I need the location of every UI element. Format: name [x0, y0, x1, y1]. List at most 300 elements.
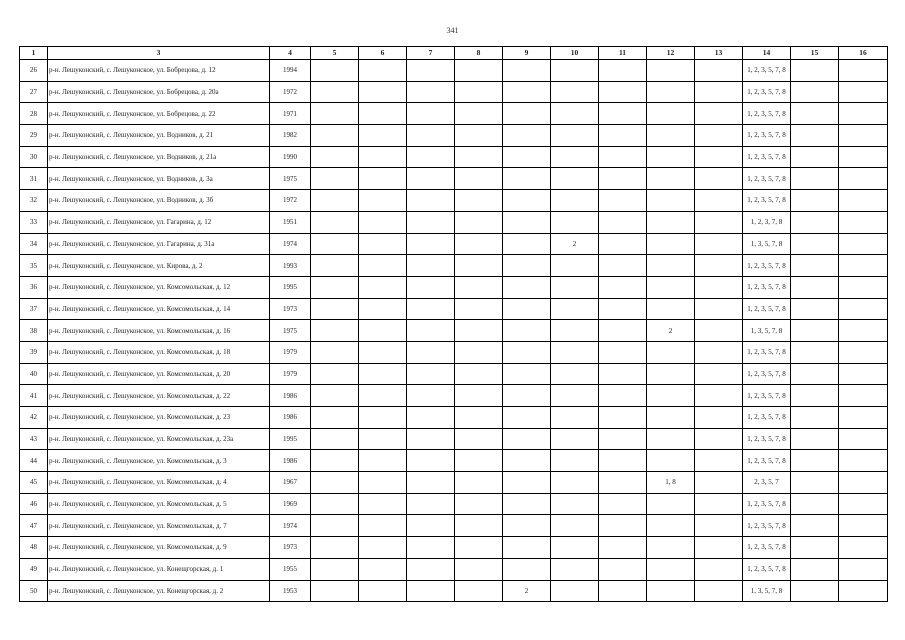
codes-cell: 1, 2, 3, 5, 7, 8: [743, 537, 791, 559]
cell-c15: [791, 190, 839, 212]
cell-c8: [455, 493, 503, 515]
cell-c9: [503, 103, 551, 125]
row-number-cell: 49: [20, 558, 48, 580]
cell-c7: [407, 233, 455, 255]
address-cell: р-н. Лешуконский, с. Лешуконское, ул. Комсомольская, д. 4: [48, 472, 270, 494]
cell-c11: [599, 472, 647, 494]
codes-cell: 1, 2, 3, 5, 7, 8: [743, 255, 791, 277]
year-cell: 1971: [270, 103, 311, 125]
cell-c12: [647, 385, 695, 407]
year-cell: 1979: [270, 363, 311, 385]
row-number-cell: 39: [20, 341, 48, 363]
cell-c11: [599, 211, 647, 233]
cell-c16: [839, 103, 888, 125]
cell-c8: [455, 320, 503, 342]
cell-c16: [839, 276, 888, 298]
cell-c5: [311, 341, 359, 363]
year-cell: 1972: [270, 81, 311, 103]
cell-c11: [599, 276, 647, 298]
year-cell: 1994: [270, 60, 311, 82]
table-header-row: [20, 47, 888, 60]
cell-c6: [359, 168, 407, 190]
cell-c13: [695, 146, 743, 168]
cell-c12: [647, 125, 695, 147]
codes-cell: 1, 2, 3, 5, 7, 8: [743, 493, 791, 515]
cell-c16: [839, 81, 888, 103]
row-number-cell: 33: [20, 211, 48, 233]
column-header-11: 11: [599, 47, 647, 60]
row-number-cell: 44: [20, 450, 48, 472]
row-number-cell: 46: [20, 493, 48, 515]
cell-c15: [791, 233, 839, 255]
cell-c8: [455, 125, 503, 147]
address-cell: р-н. Лешуконский, с. Лешуконское, ул. Конещгорская, д. 1: [48, 558, 270, 580]
cell-c16: [839, 493, 888, 515]
cell-c10: [551, 168, 599, 190]
cell-c11: [599, 146, 647, 168]
cell-c11: [599, 233, 647, 255]
cell-c7: [407, 168, 455, 190]
cell-c13: [695, 385, 743, 407]
table-row: [20, 168, 888, 190]
year-cell: 1972: [270, 190, 311, 212]
cell-c6: [359, 103, 407, 125]
cell-c9: [503, 276, 551, 298]
cell-c10: [551, 537, 599, 559]
row-number-cell: 37: [20, 298, 48, 320]
address-cell: р-н. Лешуконский, с. Лешуконское, ул. Комсомольская, д. 3: [48, 450, 270, 472]
cell-c11: [599, 298, 647, 320]
cell-c15: [791, 255, 839, 277]
page-number: 341: [446, 26, 459, 35]
cell-c15: [791, 428, 839, 450]
cell-c15: [791, 320, 839, 342]
cell-c11: [599, 493, 647, 515]
cell-c7: [407, 428, 455, 450]
cell-c5: [311, 428, 359, 450]
cell-c6: [359, 190, 407, 212]
year-cell: 1974: [270, 515, 311, 537]
cell-c16: [839, 537, 888, 559]
cell-c13: [695, 168, 743, 190]
cell-c15: [791, 125, 839, 147]
year-cell: 1995: [270, 276, 311, 298]
cell-c6: [359, 493, 407, 515]
cell-c5: [311, 493, 359, 515]
table-row: [20, 472, 888, 494]
cell-c7: [407, 472, 455, 494]
row-number-cell: 47: [20, 515, 48, 537]
cell-c7: [407, 255, 455, 277]
cell-c13: [695, 407, 743, 429]
cell-c10: [551, 450, 599, 472]
cell-c10: [551, 472, 599, 494]
table-row: [20, 190, 888, 212]
cell-c9: [503, 407, 551, 429]
cell-c16: [839, 558, 888, 580]
cell-c16: [839, 363, 888, 385]
cell-c16: [839, 255, 888, 277]
address-cell: р-н. Лешуконский, с. Лешуконское, ул. Кирова, д. 2: [48, 255, 270, 277]
cell-c9: [503, 363, 551, 385]
cell-c15: [791, 407, 839, 429]
cell-c5: [311, 515, 359, 537]
cell-c5: [311, 190, 359, 212]
cell-c7: [407, 558, 455, 580]
cell-c15: [791, 558, 839, 580]
cell-c15: [791, 211, 839, 233]
cell-c12: [647, 255, 695, 277]
cell-c13: [695, 472, 743, 494]
cell-c7: [407, 103, 455, 125]
codes-cell: 1, 2, 3, 5, 7, 8: [743, 341, 791, 363]
address-cell: р-н. Лешуконский, с. Лешуконское, ул. Комсомольская, д. 23а: [48, 428, 270, 450]
row-number-cell: 34: [20, 233, 48, 255]
table-row: [20, 493, 888, 515]
cell-c8: [455, 407, 503, 429]
cell-c9: [503, 493, 551, 515]
cell-c13: [695, 580, 743, 602]
cell-c9: [503, 168, 551, 190]
cell-c5: [311, 363, 359, 385]
cell-c5: [311, 125, 359, 147]
cell-c11: [599, 168, 647, 190]
table-row: [20, 60, 888, 82]
cell-c5: [311, 407, 359, 429]
cell-c13: [695, 428, 743, 450]
cell-c15: [791, 385, 839, 407]
cell-c10: [551, 146, 599, 168]
table-row: [20, 407, 888, 429]
codes-cell: 2, 3, 5, 7: [743, 472, 791, 494]
year-cell: 1982: [270, 125, 311, 147]
address-cell: р-н. Лешуконский, с. Лешуконское, ул. Гагарина, д. 31а: [48, 233, 270, 255]
table-row: [20, 580, 888, 602]
cell-c8: [455, 428, 503, 450]
table-row: [20, 146, 888, 168]
cell-c15: [791, 146, 839, 168]
cell-c12: [647, 81, 695, 103]
row-number-cell: 30: [20, 146, 48, 168]
cell-c5: [311, 81, 359, 103]
cell-c8: [455, 341, 503, 363]
cell-c9: [503, 558, 551, 580]
cell-c13: [695, 298, 743, 320]
address-cell: р-н. Лешуконский, с. Лешуконское, ул. Комсомольская, д. 9: [48, 537, 270, 559]
cell-c7: [407, 276, 455, 298]
cell-c8: [455, 558, 503, 580]
cell-c5: [311, 103, 359, 125]
cell-c6: [359, 428, 407, 450]
cell-c11: [599, 515, 647, 537]
cell-c8: [455, 298, 503, 320]
cell-c9: 2: [503, 580, 551, 602]
cell-c6: [359, 298, 407, 320]
year-cell: 1993: [270, 255, 311, 277]
cell-c16: [839, 146, 888, 168]
year-cell: 1974: [270, 233, 311, 255]
cell-c15: [791, 276, 839, 298]
cell-c16: [839, 450, 888, 472]
cell-c13: [695, 515, 743, 537]
cell-c6: [359, 407, 407, 429]
cell-c10: [551, 580, 599, 602]
cell-c15: [791, 60, 839, 82]
cell-c9: [503, 298, 551, 320]
cell-c10: [551, 493, 599, 515]
row-number-cell: 38: [20, 320, 48, 342]
cell-c6: [359, 81, 407, 103]
cell-c16: [839, 298, 888, 320]
cell-c12: 1, 8: [647, 472, 695, 494]
column-header-3: 3: [48, 47, 270, 60]
cell-c13: [695, 363, 743, 385]
cell-c6: [359, 537, 407, 559]
address-cell: р-н. Лешуконский, с. Лешуконское, ул. Водников, д. 3б: [48, 190, 270, 212]
table-body: [20, 60, 888, 602]
year-cell: 1973: [270, 537, 311, 559]
address-cell: р-н. Лешуконский, с. Лешуконское, ул. Комсомольская, д. 18: [48, 341, 270, 363]
column-header-9: 9: [503, 47, 551, 60]
cell-c7: [407, 537, 455, 559]
cell-c7: [407, 211, 455, 233]
year-cell: 1990: [270, 146, 311, 168]
table-row: [20, 428, 888, 450]
cell-c12: [647, 450, 695, 472]
cell-c12: [647, 276, 695, 298]
cell-c10: [551, 385, 599, 407]
cell-c8: [455, 168, 503, 190]
row-number-cell: 41: [20, 385, 48, 407]
cell-c15: [791, 363, 839, 385]
cell-c9: [503, 537, 551, 559]
table-row: [20, 515, 888, 537]
cell-c11: [599, 580, 647, 602]
cell-c5: [311, 558, 359, 580]
codes-cell: 1, 2, 3, 5, 7, 8: [743, 385, 791, 407]
cell-c5: [311, 450, 359, 472]
row-number-cell: 26: [20, 60, 48, 82]
column-header-4: 4: [270, 47, 311, 60]
cell-c10: [551, 276, 599, 298]
address-cell: р-н. Лешуконский, с. Лешуконское, ул. Комсомольская, д. 12: [48, 276, 270, 298]
table-row: [20, 537, 888, 559]
cell-c10: [551, 363, 599, 385]
address-cell: р-н. Лешуконский, с. Лешуконское, ул. Бобрецова, д. 12: [48, 60, 270, 82]
codes-cell: 1, 2, 3, 7, 8: [743, 211, 791, 233]
cell-c12: [647, 190, 695, 212]
address-cell: р-н. Лешуконский, с. Лешуконское, ул. Конещгорская, д. 2: [48, 580, 270, 602]
codes-cell: 1, 2, 3, 5, 7, 8: [743, 363, 791, 385]
cell-c9: [503, 255, 551, 277]
cell-c15: [791, 341, 839, 363]
address-cell: р-н. Лешуконский, с. Лешуконское, ул. Водников, д. 3а: [48, 168, 270, 190]
codes-cell: 1, 2, 3, 5, 7, 8: [743, 276, 791, 298]
cell-c11: [599, 537, 647, 559]
table-row: [20, 211, 888, 233]
cell-c10: [551, 190, 599, 212]
cell-c8: [455, 190, 503, 212]
cell-c13: [695, 60, 743, 82]
cell-c9: [503, 211, 551, 233]
cell-c12: [647, 103, 695, 125]
address-cell: р-н. Лешуконский, с. Лешуконское, ул. Комсомольская, д. 7: [48, 515, 270, 537]
column-header-15: 15: [791, 47, 839, 60]
address-cell: р-н. Лешуконский, с. Лешуконское, ул. Комсомольская, д. 14: [48, 298, 270, 320]
cell-c16: [839, 211, 888, 233]
cell-c5: [311, 298, 359, 320]
cell-c16: [839, 407, 888, 429]
cell-c16: [839, 580, 888, 602]
cell-c8: [455, 537, 503, 559]
cell-c12: [647, 363, 695, 385]
cell-c5: [311, 146, 359, 168]
cell-c13: [695, 190, 743, 212]
cell-c6: [359, 255, 407, 277]
address-cell: р-н. Лешуконский, с. Лешуконское, ул. Комсомольская, д. 22: [48, 385, 270, 407]
cell-c10: [551, 320, 599, 342]
cell-c16: [839, 125, 888, 147]
cell-c7: [407, 363, 455, 385]
cell-c13: [695, 81, 743, 103]
cell-c6: [359, 125, 407, 147]
year-cell: 1979: [270, 341, 311, 363]
cell-c11: [599, 385, 647, 407]
cell-c11: [599, 190, 647, 212]
column-header-7: 7: [407, 47, 455, 60]
cell-c5: [311, 580, 359, 602]
cell-c8: [455, 211, 503, 233]
cell-c7: [407, 407, 455, 429]
row-number-cell: 50: [20, 580, 48, 602]
codes-cell: 1, 2, 3, 5, 7, 8: [743, 190, 791, 212]
cell-c10: [551, 428, 599, 450]
cell-c7: [407, 450, 455, 472]
cell-c6: [359, 472, 407, 494]
table-row: [20, 385, 888, 407]
cell-c10: [551, 298, 599, 320]
cell-c6: [359, 146, 407, 168]
row-number-cell: 42: [20, 407, 48, 429]
cell-c9: [503, 60, 551, 82]
cell-c10: [551, 341, 599, 363]
address-cell: р-н. Лешуконский, с. Лешуконское, ул. Комсомольская, д. 23: [48, 407, 270, 429]
cell-c11: [599, 320, 647, 342]
cell-c8: [455, 276, 503, 298]
cell-c15: [791, 537, 839, 559]
row-number-cell: 48: [20, 537, 48, 559]
cell-c7: [407, 320, 455, 342]
cell-c11: [599, 558, 647, 580]
cell-c16: [839, 320, 888, 342]
address-cell: р-н. Лешуконский, с. Лешуконское, ул. Комсомольская, д. 5: [48, 493, 270, 515]
row-number-cell: 45: [20, 472, 48, 494]
cell-c11: [599, 255, 647, 277]
cell-c5: [311, 537, 359, 559]
cell-c13: [695, 493, 743, 515]
address-cell: р-н. Лешуконский, с. Лешуконское, ул. Бобрецова, д. 22: [48, 103, 270, 125]
cell-c12: [647, 537, 695, 559]
codes-cell: 1, 2, 3, 5, 7, 8: [743, 428, 791, 450]
column-header-8: 8: [455, 47, 503, 60]
cell-c6: [359, 385, 407, 407]
cell-c5: [311, 211, 359, 233]
codes-cell: 1, 2, 3, 5, 7, 8: [743, 450, 791, 472]
cell-c12: [647, 298, 695, 320]
cell-c10: [551, 60, 599, 82]
buildings-table: [19, 46, 888, 602]
cell-c15: [791, 298, 839, 320]
cell-c16: [839, 190, 888, 212]
table-row: [20, 255, 888, 277]
cell-c10: 2: [551, 233, 599, 255]
cell-c12: [647, 146, 695, 168]
cell-c11: [599, 60, 647, 82]
table-row: [20, 558, 888, 580]
cell-c5: [311, 233, 359, 255]
cell-c7: [407, 125, 455, 147]
cell-c6: [359, 515, 407, 537]
cell-c9: [503, 515, 551, 537]
cell-c15: [791, 450, 839, 472]
cell-c10: [551, 125, 599, 147]
table-row: [20, 125, 888, 147]
cell-c16: [839, 60, 888, 82]
address-cell: р-н. Лешуконский, с. Лешуконское, ул. Комсомольская, д. 20: [48, 363, 270, 385]
cell-c8: [455, 580, 503, 602]
year-cell: 1995: [270, 428, 311, 450]
cell-c9: [503, 81, 551, 103]
cell-c12: [647, 60, 695, 82]
cell-c8: [455, 515, 503, 537]
cell-c9: [503, 233, 551, 255]
cell-c5: [311, 385, 359, 407]
codes-cell: 1, 2, 3, 5, 7, 8: [743, 60, 791, 82]
cell-c11: [599, 428, 647, 450]
cell-c5: [311, 168, 359, 190]
row-number-cell: 36: [20, 276, 48, 298]
cell-c16: [839, 428, 888, 450]
cell-c12: [647, 341, 695, 363]
codes-cell: 1, 2, 3, 5, 7, 8: [743, 146, 791, 168]
cell-c9: [503, 125, 551, 147]
year-cell: 1973: [270, 298, 311, 320]
year-cell: 1986: [270, 450, 311, 472]
cell-c12: [647, 428, 695, 450]
cell-c11: [599, 81, 647, 103]
table-row: [20, 276, 888, 298]
cell-c8: [455, 450, 503, 472]
cell-c9: [503, 450, 551, 472]
address-cell: р-н. Лешуконский, с. Лешуконское, ул. Водников, д. 21а: [48, 146, 270, 168]
address-cell: р-н. Лешуконский, с. Лешуконское, ул. Бобрецова, д. 20а: [48, 81, 270, 103]
cell-c7: [407, 493, 455, 515]
cell-c8: [455, 233, 503, 255]
cell-c9: [503, 190, 551, 212]
cell-c12: 2: [647, 320, 695, 342]
address-cell: р-н. Лешуконский, с. Лешуконское, ул. Гагарина, д. 12: [48, 211, 270, 233]
cell-c15: [791, 81, 839, 103]
cell-c11: [599, 450, 647, 472]
codes-cell: 1, 3, 5, 7, 8: [743, 320, 791, 342]
cell-c13: [695, 276, 743, 298]
codes-cell: 1, 2, 3, 5, 7, 8: [743, 558, 791, 580]
cell-c11: [599, 407, 647, 429]
cell-c11: [599, 125, 647, 147]
year-cell: 1986: [270, 385, 311, 407]
table-row: [20, 298, 888, 320]
cell-c10: [551, 515, 599, 537]
